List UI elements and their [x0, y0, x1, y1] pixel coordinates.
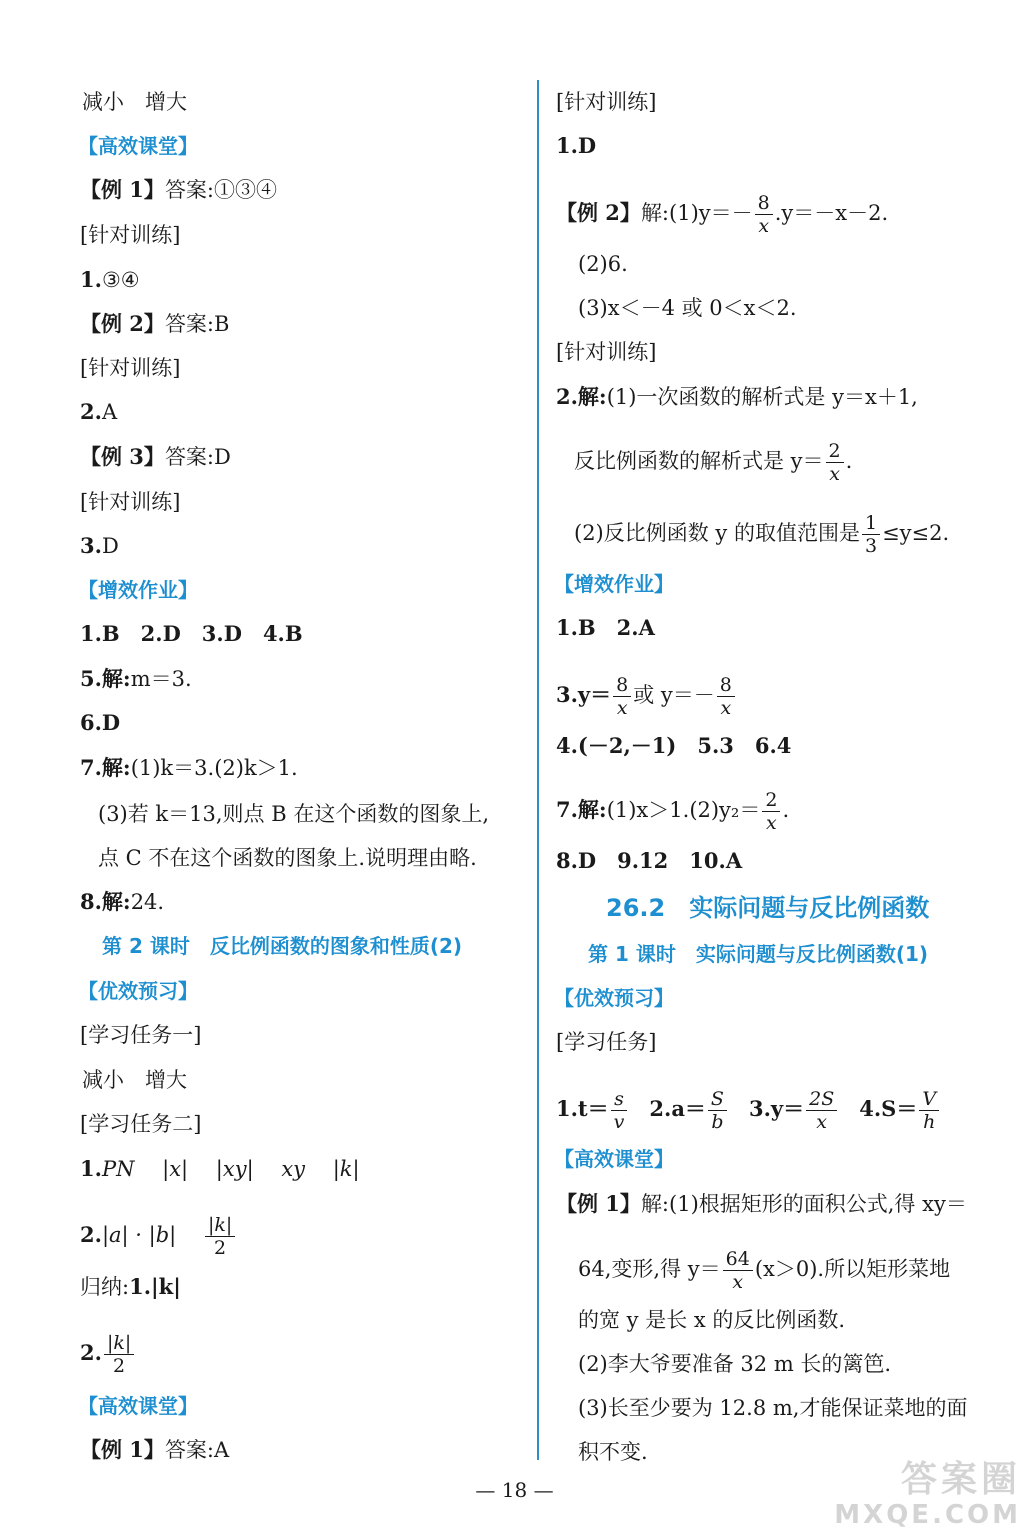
watermark-logo — [834, 1460, 1021, 1530]
answer-number: 3. — [80, 533, 102, 558]
fraction — [919, 1088, 939, 1133]
fraction-denominator: 2 — [214, 1237, 227, 1259]
fraction-numerator: |k| — [205, 1214, 235, 1237]
fraction — [762, 789, 780, 834]
solution-text: . — [845, 449, 853, 473]
watermark-text: 答案圈 — [900, 1459, 1021, 1500]
example-1 — [556, 1190, 967, 1218]
section-heading: 【高效课堂】 — [78, 134, 198, 158]
solution-text: (2)李大爷要准备 32 m 长的篱笆. — [578, 1352, 892, 1376]
solution-text: (1)一次函数的解析式是 y＝x＋1, — [606, 385, 918, 409]
section-heading: 【增效作业】 — [78, 578, 198, 602]
homework-3 — [556, 674, 737, 719]
fraction-denominator: x — [758, 215, 770, 237]
answer-text: 或 y＝－ — [633, 683, 715, 707]
solution-text: (1)x＞1.(2)y₂＝ — [606, 798, 761, 822]
question-2 — [556, 383, 918, 411]
practice-label: [针对训练] — [80, 223, 181, 247]
example-2 — [556, 192, 888, 237]
task-label: [学习任务一] — [80, 1023, 202, 1047]
fraction — [826, 440, 844, 485]
fraction — [717, 674, 735, 719]
column-divider — [537, 80, 539, 1460]
section-title: 26.2 实际问题与反比例函数 — [606, 894, 930, 922]
practice-label: [针对训练] — [80, 356, 181, 380]
section-heading: 【优效预习】 — [78, 979, 198, 1003]
fraction-denominator: v — [613, 1111, 625, 1133]
example-1-b — [80, 1436, 229, 1464]
text-line: 减小 增大 — [82, 90, 187, 114]
answer-number: 2. — [80, 399, 102, 424]
section-heading: 【增效作业】 — [554, 572, 674, 596]
example-label: 【例 3】 — [80, 444, 165, 469]
fraction-numerator: 8 — [613, 674, 631, 697]
fraction-denominator: x — [732, 1271, 744, 1293]
answer-line — [80, 398, 117, 426]
solution-label: 5.解: — [80, 666, 131, 691]
fraction — [611, 1088, 628, 1133]
solution-text: 24. — [130, 890, 165, 914]
homework-answers: 8.D 9.12 10.A — [556, 848, 743, 873]
answer-number: 2. — [80, 1222, 102, 1247]
answer-text: 答案:A — [164, 1438, 230, 1462]
answer-number: 1. — [80, 1156, 102, 1181]
answer-line — [80, 532, 119, 560]
answer-text: 1.t＝ — [556, 1096, 609, 1121]
answer-line — [80, 266, 140, 294]
fraction-numerator: |k| — [104, 1332, 134, 1355]
solution-text: 反比例函数的解析式是 y＝ — [574, 449, 824, 473]
answer-text: |a| · |b| — [101, 1223, 177, 1247]
solution-text: (2)反比例函数 y 的取值范围是 — [574, 521, 860, 545]
solution-text: (x＞0).所以矩形菜地 — [754, 1257, 951, 1281]
fraction — [723, 1248, 753, 1293]
summary-2 — [80, 1332, 136, 1377]
task-label: [学习任务二] — [80, 1112, 202, 1136]
task-label: [学习任务] — [556, 1030, 657, 1054]
solution-text: 点 C 不在这个函数的图象上.说明理由略. — [98, 846, 477, 870]
answer-number: 1. — [80, 267, 102, 292]
fraction-denominator: x — [816, 1111, 828, 1133]
fraction-numerator: 2 — [826, 440, 844, 463]
solution-text: (2)6. — [578, 252, 628, 276]
answer-text: PN |x| |xy| xy |k| — [101, 1157, 360, 1181]
example-label: 【例 1】 — [556, 1191, 641, 1216]
homework-7 — [556, 789, 789, 834]
answer-text: D — [101, 534, 119, 558]
fraction-denominator: 3 — [864, 535, 878, 557]
solution-text: .y＝－x－2. — [774, 201, 889, 225]
fraction-denominator: x — [766, 812, 777, 834]
solution-text: 积不变. — [578, 1440, 648, 1464]
section-heading: 【高效课堂】 — [554, 1147, 674, 1171]
formula-answers — [556, 1088, 941, 1133]
summary-1 — [80, 1273, 181, 1301]
homework-6: 6.D — [80, 710, 121, 735]
fraction — [806, 1088, 837, 1133]
fraction-denominator: x — [829, 463, 840, 485]
answer-number: 2. — [80, 1340, 102, 1365]
fraction-numerator: V — [919, 1088, 939, 1111]
solution-label: 7.解: — [80, 755, 131, 780]
fraction-numerator: 1 — [862, 512, 880, 535]
section-heading: 【高效课堂】 — [78, 1394, 198, 1418]
homework-answers: 1.B 2.A — [556, 615, 655, 640]
solution-line — [578, 1248, 950, 1293]
solution-text: (3)长至少要为 12.8 m,才能保证菜地的面 — [578, 1396, 968, 1420]
practice-label: [针对训练] — [556, 340, 657, 364]
example-label: 【例 1】 — [80, 177, 165, 202]
answer-text: ③④ — [101, 268, 140, 292]
solution-text: ≤y≤2. — [882, 521, 950, 545]
task2-answer-2 — [80, 1214, 237, 1259]
answer-text: 答案:B — [164, 312, 230, 336]
practice-label: [针对训练] — [556, 90, 657, 114]
lesson-title: 第 2 课时 反比例函数的图象和性质(2) — [102, 934, 463, 958]
summary-text: 1.|k| — [129, 1274, 181, 1299]
page-number: — 18 — — [475, 1478, 554, 1502]
example-label: 【例 2】 — [556, 200, 641, 225]
example-1 — [80, 176, 277, 204]
fraction — [708, 1088, 727, 1133]
practice-label: [针对训练] — [80, 490, 181, 514]
answer-text: 4.S＝ — [859, 1096, 918, 1121]
solution-text: (1)k＝3.(2)k＞1. — [130, 756, 298, 780]
solution-text: 解:(1)y＝－ — [640, 201, 753, 225]
lesson-title: 第 1 课时 实际问题与反比例函数(1) — [588, 942, 929, 966]
solution-text: 解:(1)根据矩形的面积公式,得 xy＝ — [640, 1192, 967, 1216]
example-2 — [80, 310, 229, 338]
solution-label: 7.解: — [556, 797, 607, 822]
fraction-denominator: b — [711, 1111, 724, 1133]
fraction-numerator: 2S — [806, 1088, 837, 1111]
homework-5 — [80, 665, 192, 693]
answer-text: 3.y＝ — [748, 1096, 805, 1121]
solution-text: m＝3. — [130, 667, 192, 691]
answer-text: 答案:D — [164, 445, 231, 469]
solution-line — [574, 512, 949, 557]
answer-line: 1.D — [556, 133, 597, 158]
fraction-numerator: 2 — [762, 789, 780, 812]
solution-text: 的宽 y 是长 x 的反比例函数. — [578, 1308, 846, 1332]
example-label: 【例 1】 — [80, 1437, 165, 1462]
answer-text: 答案:①③④ — [164, 178, 278, 202]
homework-7 — [80, 754, 298, 782]
fraction-numerator: S — [708, 1088, 727, 1111]
answer-text: 3.y＝ — [556, 682, 612, 707]
task2-answer-1 — [80, 1155, 360, 1183]
solution-text: (3)x＜－4 或 0＜x＜2. — [578, 296, 797, 320]
fraction-denominator: x — [720, 697, 732, 719]
homework-8 — [80, 888, 164, 916]
solution-line — [574, 440, 852, 485]
example-label: 【例 2】 — [80, 311, 165, 336]
answer-text: A — [101, 400, 118, 424]
fraction — [104, 1332, 134, 1377]
solution-text: (3)若 k＝13,则点 B 在这个函数的图象上, — [98, 802, 490, 826]
fraction-denominator: h — [923, 1111, 936, 1133]
homework-answers: 1.B 2.D 3.D 4.B — [80, 621, 303, 646]
solution-label: 8.解: — [80, 889, 131, 914]
summary-label: 归纳: — [80, 1275, 130, 1299]
section-heading: 【优效预习】 — [554, 986, 674, 1010]
fraction-numerator: s — [611, 1088, 628, 1111]
homework-answers: 4.(－2,－1) 5.3 6.4 — [556, 733, 792, 758]
solution-text: 64,变形,得 y＝ — [578, 1257, 721, 1281]
fraction — [755, 192, 773, 237]
fraction-denominator: x — [616, 697, 628, 719]
solution-label: 2.解: — [556, 384, 607, 409]
watermark-url: MXQE.COM — [834, 1500, 1021, 1530]
example-3 — [80, 443, 231, 471]
fraction-denominator: 2 — [113, 1355, 126, 1377]
fraction-numerator: 8 — [755, 192, 773, 215]
fraction — [613, 674, 631, 719]
fraction-numerator: 64 — [723, 1248, 753, 1271]
task-answer: 减小 增大 — [82, 1068, 187, 1092]
fraction — [862, 512, 880, 557]
fraction — [205, 1214, 235, 1259]
fraction-numerator: 8 — [717, 674, 735, 697]
solution-text: . — [782, 798, 790, 822]
answer-text: 2.a＝ — [649, 1096, 706, 1121]
